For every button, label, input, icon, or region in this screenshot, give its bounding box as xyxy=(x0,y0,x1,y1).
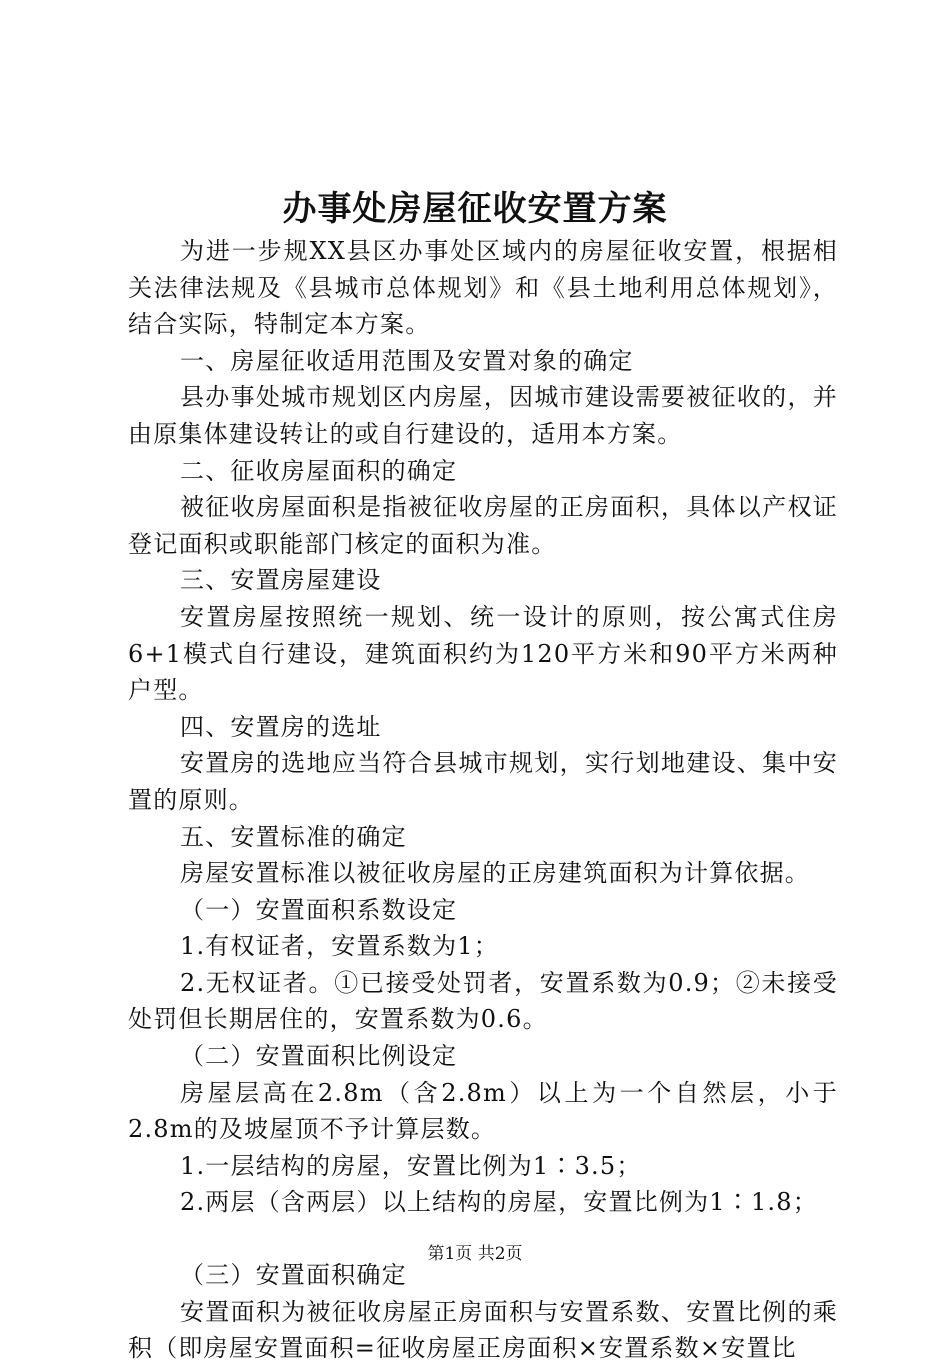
paragraph-area-formula: 安置面积为被征收房屋正房面积与安置系数、安置比例的乘积（即房屋安置面积=征收房屋正房面积×安置系数×安置比 xyxy=(128,1297,838,1363)
paragraph-scope: 县办事处城市规划区内房屋，因城市建设需要被征收的，并由原集体建设转让的或自行建设的，适用本方案。 xyxy=(128,383,838,448)
document-body xyxy=(128,233,838,1367)
section-heading-5: 五、安置标准的确定 xyxy=(180,822,407,851)
paragraph-intro: 为进一步规XX县区办事处区域内的房屋征收安置，根据相关法律法规及《县城市总体规划》和《县土地利用总体规划》，结合实际，特制定本方案。 xyxy=(128,237,838,339)
subsection-heading-2: （二）安置面积比例设定 xyxy=(180,1042,458,1071)
list-item: 1.一层结构的房屋，安置比例为1∶3.5； xyxy=(180,1151,642,1180)
section-heading-4: 四、安置房的选址 xyxy=(180,712,382,741)
section-heading-1: 一、房屋征收适用范围及安置对象的确定 xyxy=(180,346,634,375)
paragraph-construction: 安置房屋按照统一规划、统一设计的原则，按公寓式住房6+1模式自行建设，建筑面积约为120平方米和90平方米两种户型。 xyxy=(128,602,838,705)
page-number: 第1页 共2页 xyxy=(427,1244,523,1264)
subsection-heading-3: （三）安置面积确定 xyxy=(180,1261,407,1290)
paragraph-area: 被征收房屋面积是指被征收房屋的正房面积，具体以产权证登记面积或职能部门核定的面积为准。 xyxy=(128,493,838,558)
paragraph-site: 安置房的选地应当符合县城市规划，实行划地建设、集中安置的原则。 xyxy=(128,749,838,814)
list-item: 1.有权证者，安置系数为1； xyxy=(180,932,499,961)
document-title: 办事处房屋征收安置方案 xyxy=(282,189,668,229)
list-item: 2.无权证者。①已接受处罚者，安置系数为0.9；②未接受处罚但长期居住的，安置系数为0.6。 xyxy=(128,968,838,1034)
subsection-heading-1: （一）安置面积系数设定 xyxy=(180,895,458,924)
list-item: 2.两层（含两层）以上结构的房屋，安置比例为1∶1.8； xyxy=(180,1188,818,1217)
section-heading-3: 三、安置房屋建设 xyxy=(180,566,382,595)
section-heading-2: 二、征收房屋面积的确定 xyxy=(180,456,458,485)
paragraph-standard: 房屋安置标准以被征收房屋的正房建筑面积为计算依据。 xyxy=(180,859,810,888)
paragraph-floor-height: 房屋层高在2.8m（含2.8m）以上为一个自然层，小于2.8m的及坡屋顶不予计算层数。 xyxy=(128,1078,838,1144)
